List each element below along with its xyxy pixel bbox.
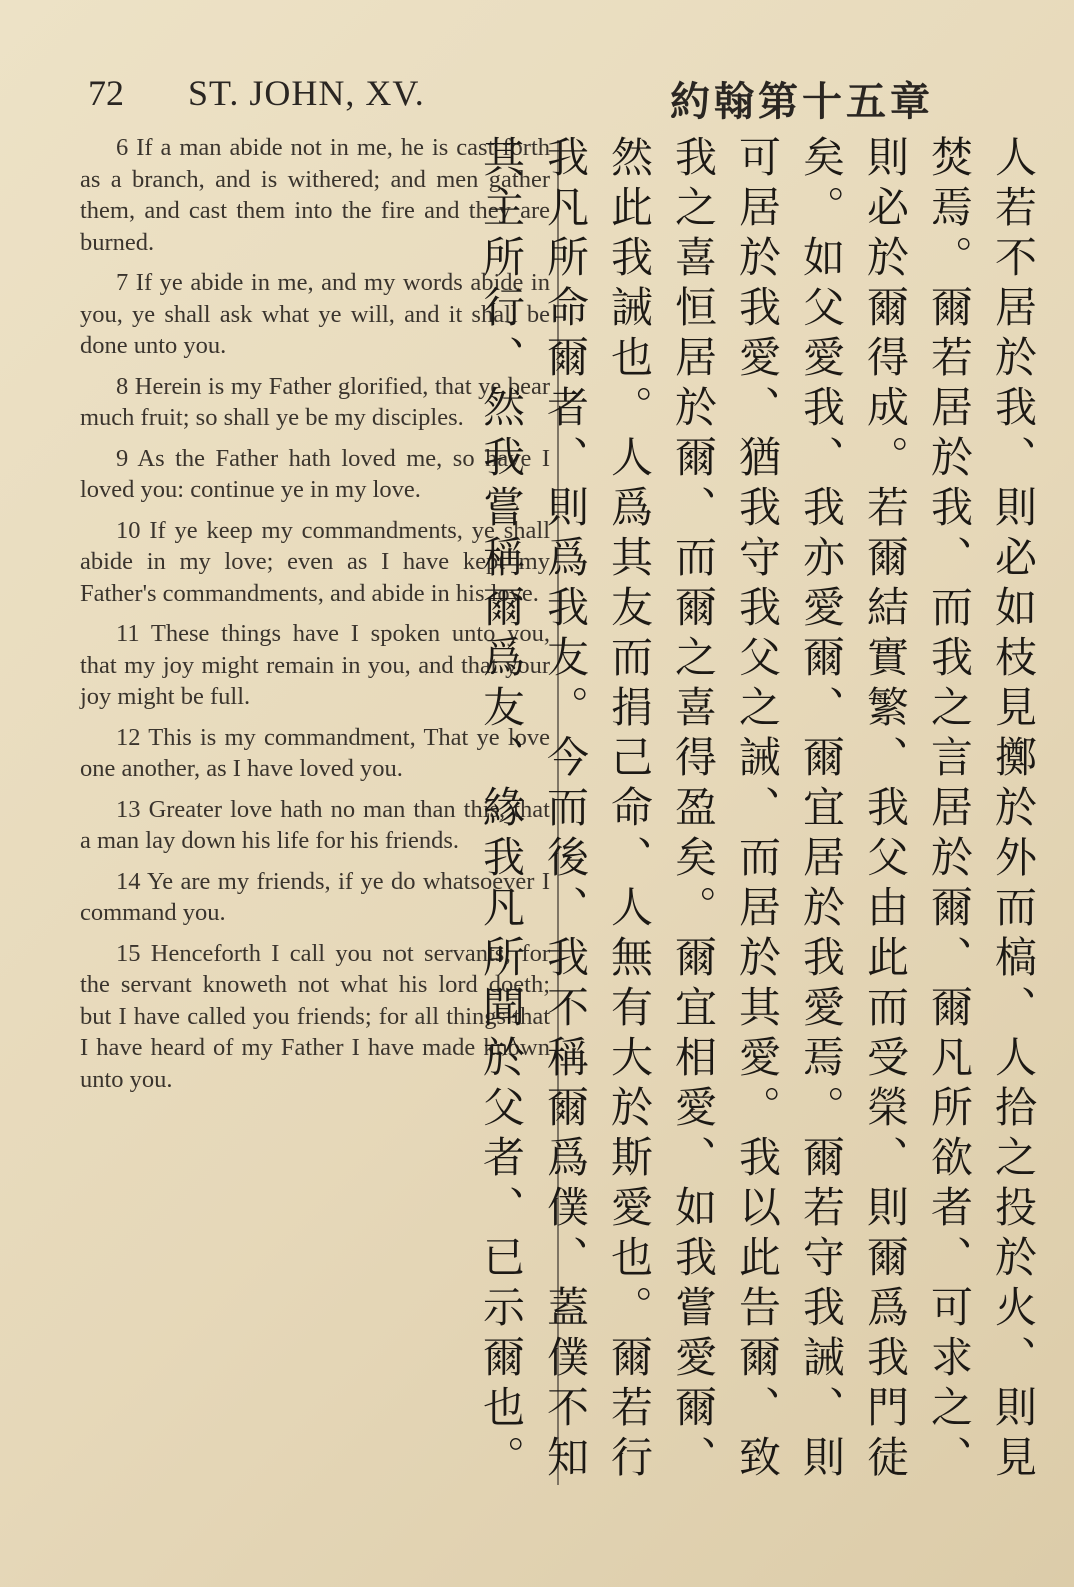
verse-12: 12 This is my commandment, That ye love one another, as I have loved you. xyxy=(80,723,550,782)
chinese-chapter-title: 約翰第十五章 xyxy=(670,78,934,125)
running-head: ST. JOHN, XV. xyxy=(188,73,425,113)
verse-6: 6 If a man abide not in me, he is cast forth as a branch, and is withered; and men gather them, and cast them into the fire and they are burned. xyxy=(80,134,550,256)
verse-13: 13 Greater love hath no man than this, that a man lay down his life for his friends. xyxy=(80,795,550,854)
verse-8: 8 Herein is my Father glorified, that ye bear much fruit; so shall ye be my disciples. xyxy=(80,372,550,431)
verse-11: 11 These things have I spoken unto you, that my joy might remain in you, and that your joy might be full. xyxy=(80,620,550,710)
page-number: 72 xyxy=(88,73,124,113)
verse-10: 10 If ye keep my commandments, ye shall abide in my love; even as I have kept my Father's commandments, and abide in his love. xyxy=(80,516,550,607)
verse-15: 15 Henceforth I call you not servants; for the servant knoweth not what his lord doeth; but I have called you friends; for all things that I have heard of my Father I have made known unto you. xyxy=(80,939,550,1093)
chinese-column xyxy=(477,135,1045,1505)
verse-14: 14 Ye are my friends, if ye do whatsoever I command you. xyxy=(80,867,550,926)
chinese-verse-text: 人若不居於我、則必如枝見擲於外而槁、人拾之投於火、則見焚焉。爾若居於我、而我之言居於爾、爾凡所欲者、可求之、則必於爾得成。若爾結實繁、我父由此而受榮、則爾爲我門徒矣。如父愛我、我亦愛爾、爾宜居於我愛焉。爾若守我誡、則可居於我愛、猶我守我父之誡、而居於其愛。我以此告爾、致我之喜恒居於爾、而爾之喜得盈矣。爾宜相愛、如我嘗愛爾、然此我誡也。人爲其友而捐己命、人無有大於斯愛也。爾若行我凡所命爾者、則爲我友。今而後、我不稱爾爲僕、蓋僕不知其主所行、然我嘗稱爾爲友、緣我凡所聞於父者、已示爾也。 xyxy=(477,135,1038,1485)
verse-7: 7 If ye abide in me, and my words abide in you, ye shall ask what ye will, and it shall be done unto you. xyxy=(80,269,550,359)
verse-9: 9 As the Father hath loved me, so have I loved you: continue ye in my love. xyxy=(80,444,550,503)
